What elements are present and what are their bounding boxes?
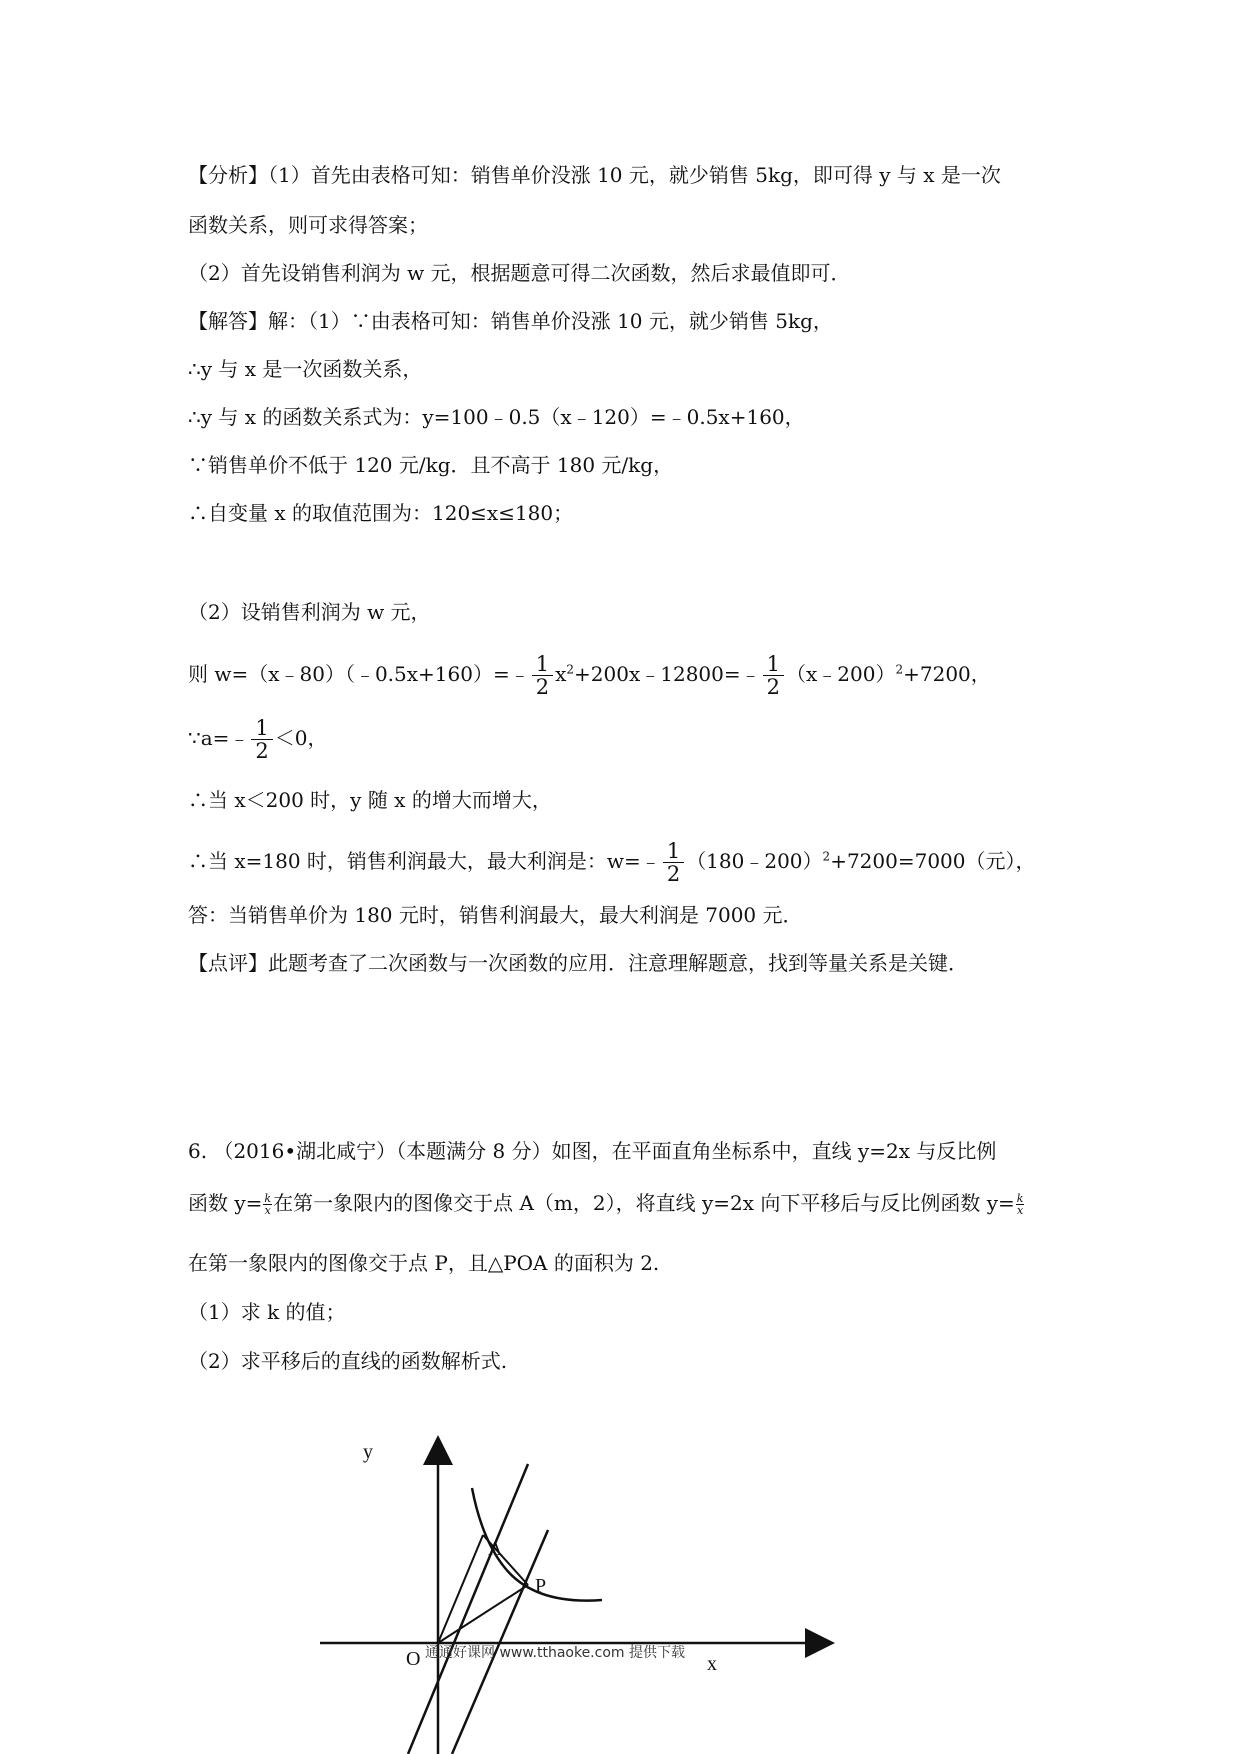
problem6-line2-part-a: 函数 y= [188, 1191, 263, 1215]
line7-part-d: （x﹣200） [786, 662, 896, 686]
solution-line-4: ∵销售单价不低于 120 元/kg．且不高于 180 元/kg， [188, 453, 674, 477]
frac-den: 2 [766, 675, 781, 699]
solution-line-1: 【解答】解：（1）∵由表格可知：销售单价没涨 10 元，就少销售 5kg， [188, 309, 833, 333]
analysis-line-1: 【分析】（1）首先由表格可知：销售单价没涨 10 元，就少销售 5kg，即可得 y 与 x 是一次 [188, 163, 1001, 187]
line8-part-b: ＜0， [274, 726, 328, 750]
frac-den: 2 [666, 862, 681, 886]
line7-sup-2: 2 [895, 662, 904, 677]
problem6-question-1: （1）求 k 的值； [188, 1300, 346, 1324]
frac-num: 1 [663, 840, 684, 863]
review-line-1: 【点评】此题考查了二次函数与一次函数的应用．注意理解题意，找到等量关系是关键． [188, 951, 968, 975]
fraction-half [532, 653, 553, 698]
solution-line-6: （2）设销售利润为 w 元， [188, 600, 431, 624]
problem6-line2-part-b: 在第一象限内的图像交于点 A（m，2），将直线 y=2x 向下平移后与反比例函数 y= [273, 1191, 1015, 1215]
segment-op [438, 1585, 528, 1643]
line-y-2x [408, 1464, 528, 1754]
frac-den: 2 [255, 739, 269, 763]
problem6-line-3: 在第一象限内的图像交于点 P，且△POA 的面积为 2. [188, 1251, 660, 1275]
problem6-line-2 [188, 1188, 1025, 1218]
coordinate-figure [300, 1420, 860, 1754]
fraction-half [251, 717, 272, 762]
frac-num: 1 [251, 717, 272, 740]
watermark-text: 通通好课网 www.tthaoke.com 提供下载 [425, 1645, 685, 1661]
line10-part-c: +7200=7000（元）， [830, 849, 1036, 873]
fraction-k-over-x [1016, 1193, 1025, 1216]
fraction-half [663, 840, 684, 885]
kfrac-num: k [1016, 1192, 1024, 1205]
solution-line-5: ∴自变量 x 的取值范围为：120≤x≤180； [188, 501, 574, 525]
frac-den: 2 [535, 675, 550, 699]
label-y: y [363, 1441, 373, 1463]
problem6-line-1: 6. （2016•湖北咸宁）（本题满分 8 分）如图，在平面直角坐标系中，直线 y=2x 与反比例 [188, 1139, 997, 1163]
solution-line-2: ∴y 与 x 是一次函数关系， [188, 357, 423, 381]
label-x: x [707, 1653, 717, 1675]
line10-part-a: ∴当 x=180 时，销售利润最大，最大利润是：w=﹣ [188, 849, 661, 873]
solution-line-8 [188, 717, 328, 762]
solution-line-11: 答：当销售单价为 180 元时，销售利润最大，最大利润是 7000 元． [188, 903, 803, 927]
line7-part-c: +200x﹣12800=﹣ [574, 662, 761, 686]
solution-line-7 [188, 653, 991, 698]
line10-part-b: （180﹣200） [686, 849, 823, 873]
label-a: A [488, 1538, 503, 1560]
kfrac-den: x [1017, 1204, 1024, 1217]
line7-part-e: +7200， [903, 662, 991, 686]
analysis-line-2: 函数关系，则可求得答案； [188, 213, 428, 237]
line8-part-a: ∵a=﹣ [188, 726, 250, 750]
solution-line-3: ∴y 与 x 的函数关系式为：y=100﹣0.5（x﹣120）=﹣0.5x+160， [188, 405, 805, 429]
label-o: O [406, 1648, 421, 1670]
fraction-half [763, 653, 784, 698]
line7-sup: 2 [566, 662, 575, 677]
solution-line-9: ∴当 x＜200 时，y 随 x 的增大而增大， [188, 788, 552, 812]
frac-num: 1 [763, 653, 784, 676]
line7-part-a: 则 w=（x﹣80）（﹣0.5x+160）=﹣ [188, 662, 530, 686]
problem6-question-2: （2）求平移后的直线的函数解析式. [188, 1349, 508, 1373]
fraction-k-over-x [263, 1193, 272, 1216]
line10-sup: 2 [822, 849, 831, 864]
kfrac-num: k [264, 1192, 272, 1205]
label-p: P [535, 1575, 547, 1597]
solution-line-10 [188, 840, 1036, 885]
line7-part-b: x [555, 662, 567, 686]
frac-num: 1 [532, 653, 553, 676]
analysis-line-3: （2）首先设销售利润为 w 元，根据题意可得二次函数，然后求最值即可． [188, 261, 851, 285]
kfrac-den: x [264, 1204, 271, 1217]
